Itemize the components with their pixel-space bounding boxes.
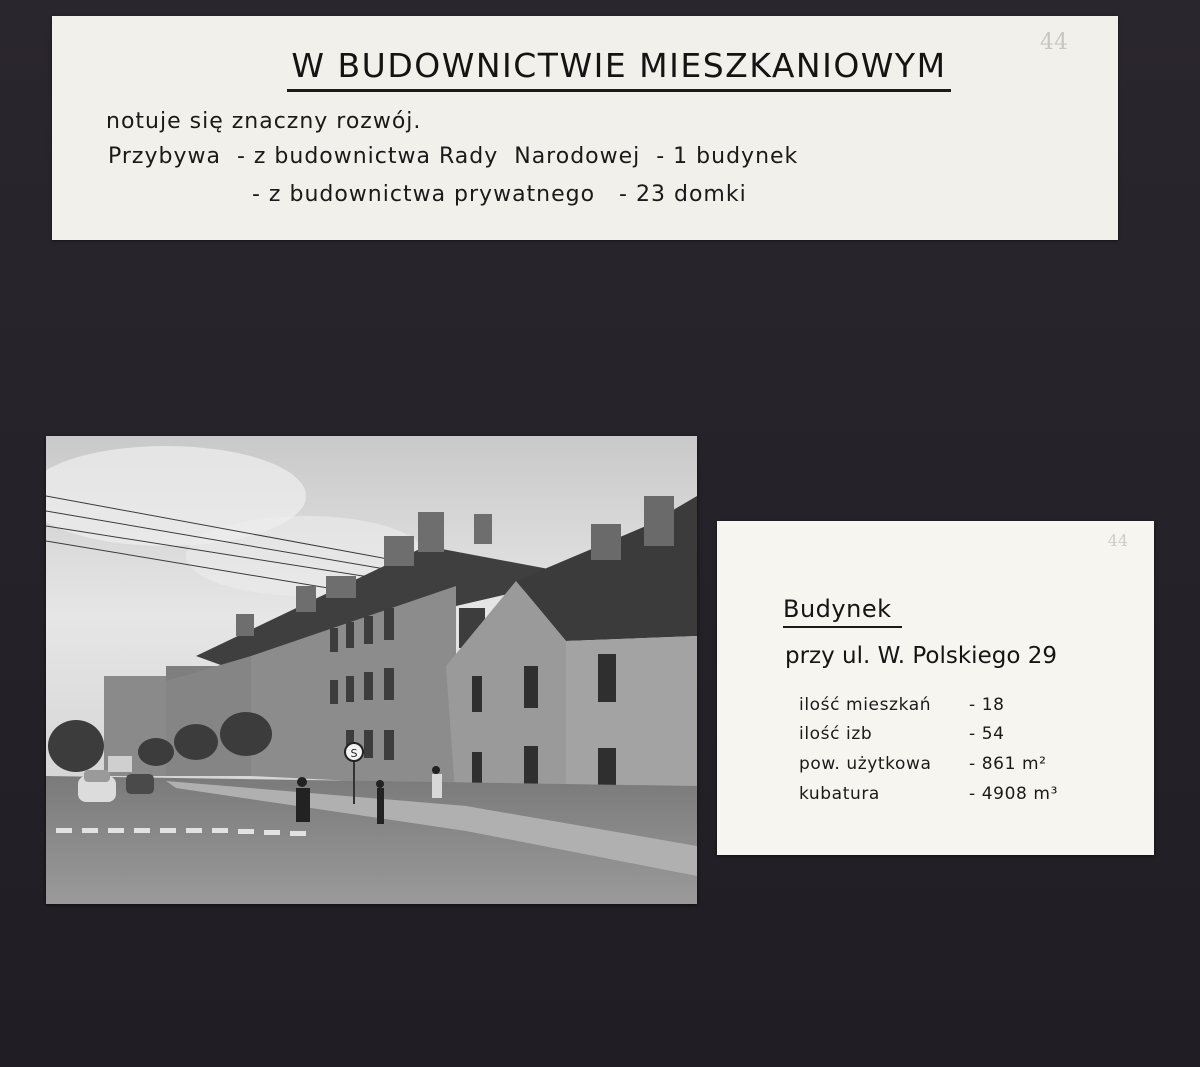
caption-line-2: Przybywa - z budownictwa Rady Narodowej - 1 budynek [108,144,799,169]
header-caption-card [52,16,1118,240]
card-page-number: 44 [1107,531,1128,550]
stat-row-usable-area [799,754,1139,778]
stat-row-apartments [799,695,1139,719]
stat-value: - 54 [969,724,1005,744]
building-info-card [717,521,1154,855]
page-number: 44 [1040,30,1068,55]
card-address: przy ul. W. Polskiego 29 [785,643,1057,669]
stat-row-volume [799,784,1139,808]
svg-text:S: S [350,747,358,760]
stat-label: pow. użytkowa [799,754,932,774]
building-photograph [46,436,697,904]
stat-label: kubatura [799,784,880,804]
street-scene-illustration [46,436,697,904]
caption-line-1: notuje się znaczny rozwój. [106,109,422,134]
stat-value: - 18 [969,695,1005,715]
page-title [52,46,1118,92]
card-heading: Budynek [783,595,902,628]
stat-value: - 861 m² [969,754,1047,774]
page-title-text: W BUDOWNICTWIE MIESZKANIOWYM [287,46,950,92]
stat-row-rooms [799,724,1139,748]
caption-line-3: - z budownictwa prywatnego - 23 domki [252,182,747,207]
stat-label: ilość mieszkań [799,695,932,715]
stat-value: - 4908 m³ [969,784,1058,804]
stat-label: ilość izb [799,724,873,744]
